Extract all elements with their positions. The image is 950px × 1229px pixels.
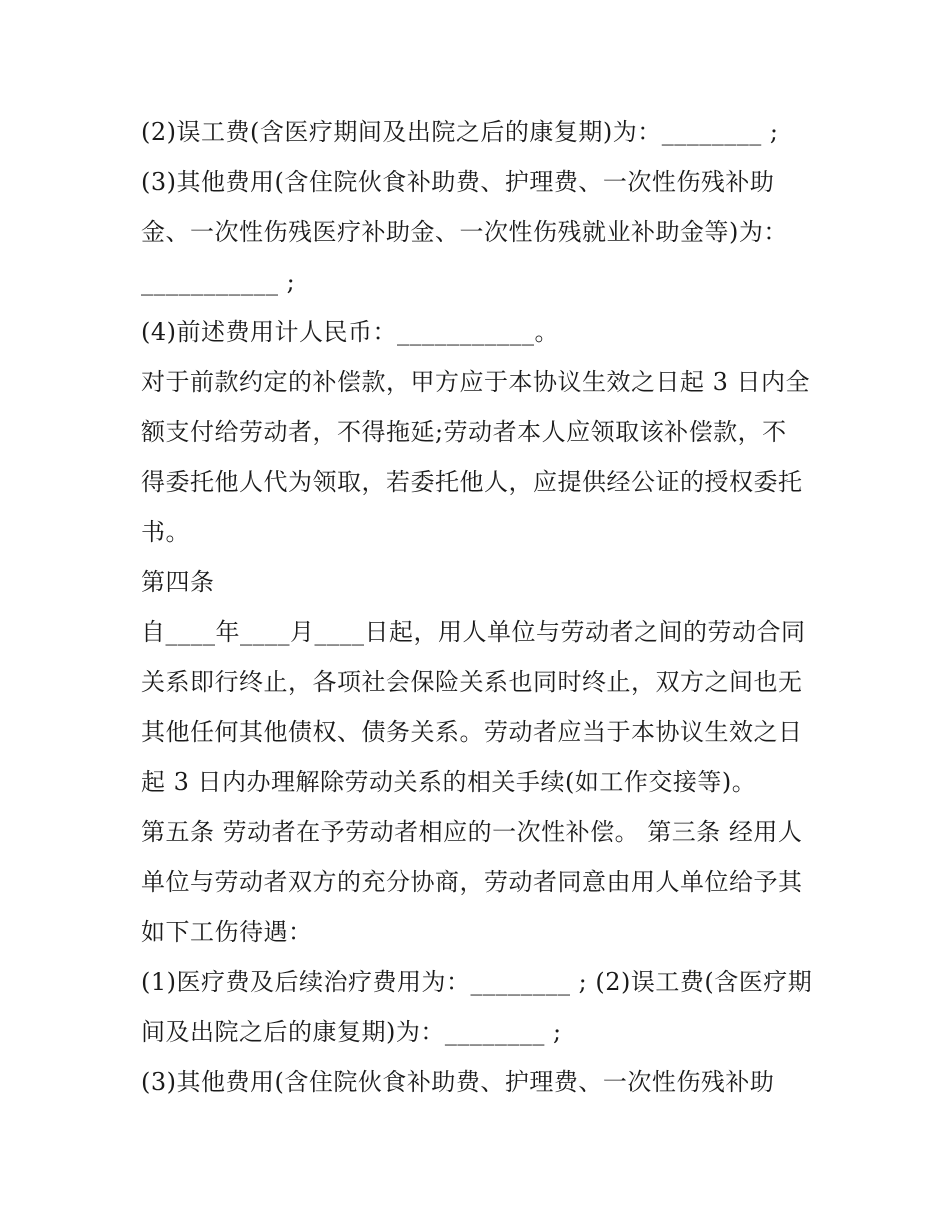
text-line: 对于前款约定的补偿款，甲方应于本协议生效之日起 3 日内全	[141, 368, 811, 396]
text-line: 得委托他人代为领取，若委托他人，应提供经公证的授权委托	[141, 468, 803, 496]
text-line: (3)其他费用(含住院伙食补助费、护理费、一次性伤残补助	[141, 1068, 775, 1096]
document-body	[141, 107, 831, 1107]
text-line: ___________ ;	[141, 268, 296, 296]
text-line: 其他任何其他债权、债务关系。劳动者应当于本协议生效之日	[141, 718, 803, 746]
text-line: 第五条 劳动者在予劳动者相应的一次性补偿。 第三条 经用人	[141, 818, 803, 846]
text-line: 自____年____月____日起，用人单位与劳动者之间的劳动合同	[141, 618, 806, 646]
text-line: 间及出院之后的康复期)为：________ ;	[141, 1018, 562, 1046]
article-heading: 第四条	[141, 568, 215, 596]
text-line: 关系即行终止，各项社会保险关系也同时终止，双方之间也无	[141, 668, 803, 696]
text-line: 如下工伤待遇：	[141, 918, 313, 946]
text-line: 书。	[141, 518, 190, 546]
text-line: 额支付给劳动者，不得拖延;劳动者本人应领取该补偿款，不	[141, 418, 787, 446]
text-line: (2)误工费(含医疗期间及出院之后的康复期)为：________ ;	[141, 118, 779, 146]
text-line: (1)医疗费及后续治疗费用为：________ ; (2)误工费(含医疗期	[141, 968, 813, 996]
text-line: (4)前述费用计人民币：___________。	[141, 318, 559, 346]
text-line: 金、一次性伤残医疗补助金、一次性伤残就业补助金等)为：	[141, 218, 788, 246]
text-line: (3)其他费用(含住院伙食补助费、护理费、一次性伤残补助	[141, 168, 775, 196]
text-line: 单位与劳动者双方的充分协商，劳动者同意由用人单位给予其	[141, 868, 803, 896]
text-line: 起 3 日内办理解除劳动关系的相关手续(如工作交接等)。	[141, 768, 757, 796]
